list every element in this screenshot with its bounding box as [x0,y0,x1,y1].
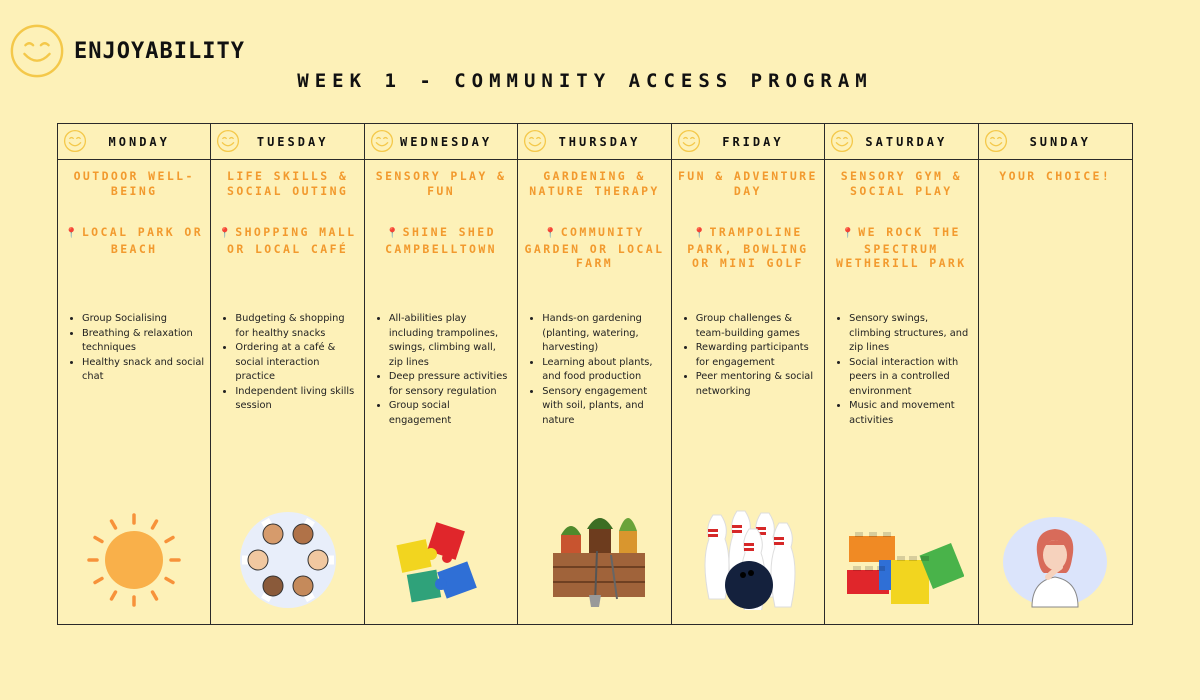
activity-list [518,312,670,428]
map-pin-icon: 📍 [544,228,557,239]
list-item: • Independent living skills session [235,385,357,414]
day-column-monday [58,124,211,624]
day-header [825,124,977,160]
day-name: WEDNESDAY [400,134,493,149]
activity-title: LIFE SKILLS & SOCIAL OUTING [227,169,349,198]
day-column-wednesday [365,124,518,624]
fist-bump-illustration [211,500,363,610]
smiley-face-icon [676,128,702,154]
list-item: • Social interaction with peers in a controlled environment [849,356,971,400]
list-item: • Group social engagement [389,399,511,428]
location-text: TRAMPOLINE PARK, BOWLING OR MINI GOLF [687,225,809,270]
sun-illustration [58,500,210,610]
day-name: FRIDAY [722,134,784,149]
activity-title: FUN & ADVENTURE DAY [677,169,818,198]
map-pin-icon: 📍 [693,228,706,239]
day-column-tuesday [211,124,364,624]
location [518,225,670,271]
smiley-face-icon [829,128,855,154]
day-column-saturday [825,124,978,624]
location [365,225,517,256]
activity-list [58,312,210,385]
day-name: TUESDAY [256,134,329,149]
location-text: LOCAL PARK OR BEACH [81,225,204,256]
list-item: • Ordering at a café & social interaction practice [235,341,357,385]
weekly-schedule-table [57,123,1133,625]
smiley-face-icon [522,128,548,154]
activity-list [211,312,363,414]
thinking-person-illustration [979,500,1132,610]
location-text: SHOPPING MALL OR LOCAL CAFÉ [227,225,357,256]
list-item: • Healthy snack and social chat [82,356,204,385]
list-item: • Group Socialising [82,312,204,327]
puzzle-pieces-illustration [365,500,517,610]
smiley-face-icon [215,128,241,154]
activity-title: YOUR CHOICE! [999,169,1112,183]
day-column-sunday [979,124,1132,624]
smiley-face-icon [983,128,1009,154]
activity-list [365,312,517,428]
activity-list [825,312,977,428]
list-item: • Deep pressure activities for sensory regulation [389,370,511,399]
day-header [518,124,670,160]
day-header [672,124,824,160]
brand-name: ENJOYABILITY [74,38,245,64]
bowling-illustration [672,500,824,610]
garden-crate-illustration [518,500,670,610]
day-name: SATURDAY [865,134,948,149]
list-item: • Hands-on gardening (planting, watering, harvesting) [542,312,664,356]
day-header [979,124,1132,160]
map-pin-icon: 📍 [841,228,855,239]
day-column-friday [672,124,825,624]
list-item: • Group challenges & team-building games [696,312,818,341]
list-item: • Learning about plants, and food production [542,356,664,385]
building-blocks-illustration [825,500,977,610]
location-text: SHINE SHED CAMPBELLTOWN [385,225,497,256]
day-name: SUNDAY [1029,134,1091,149]
activity-title: GARDENING & NATURE THERAPY [529,169,660,198]
map-pin-icon: 📍 [218,228,232,239]
list-item: • Sensory swings, climbing structures, and zip lines [849,312,971,356]
list-item: • Breathing & relaxation techniques [82,327,204,356]
list-item: • Music and movement activities [849,399,971,428]
activity-title: OUTDOOR WELL-BEING [73,169,195,198]
day-header [58,124,210,160]
location-text: WE ROCK THE SPECTRUM WETHERILL PARK [836,225,967,270]
day-column-thursday [518,124,671,624]
activity-title: SENSORY PLAY & FUN [375,169,507,198]
location [211,225,363,256]
day-name: MONDAY [108,134,170,149]
day-header [211,124,363,160]
list-item: • Sensory engagement with soil, plants, and nature [542,385,664,429]
activity-list [672,312,824,399]
smiley-face-icon [62,128,88,154]
map-pin-icon: 📍 [65,228,78,239]
location-text: COMMUNITY GARDEN OR LOCAL FARM [524,225,665,270]
smiley-face-icon [369,128,395,154]
day-header [365,124,517,160]
list-item: • All-abilities play including trampolines, swings, climbing wall, zip lines [389,312,511,370]
location [672,225,824,271]
location [58,225,210,256]
day-name: THURSDAY [558,134,641,149]
list-item: • Rewarding participants for engagement [696,341,818,370]
map-pin-icon: 📍 [386,228,399,239]
list-item: • Peer mentoring & social networking [696,370,818,399]
list-item: • Budgeting & shopping for healthy snacks [235,312,357,341]
location [825,225,977,271]
page-title: WEEK 1 - COMMUNITY ACCESS PROGRAM [297,70,873,92]
activity-title: SENSORY GYM & SOCIAL PLAY [840,169,962,198]
